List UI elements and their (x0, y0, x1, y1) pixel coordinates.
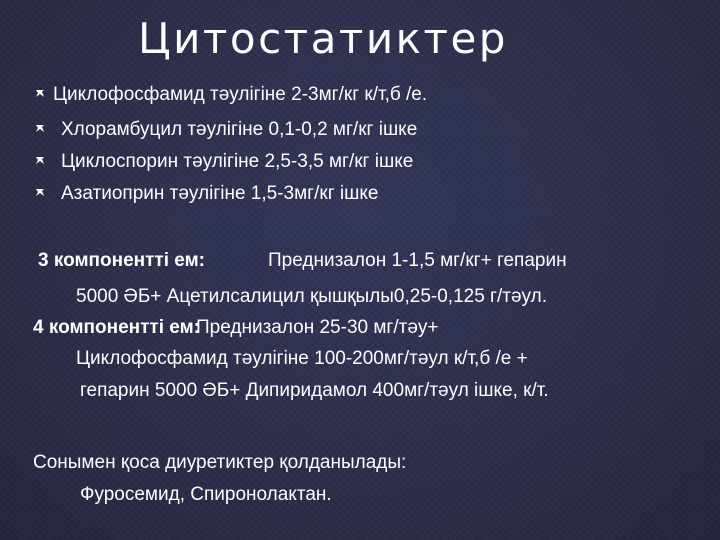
three-component-label: 3 компонентті ем: (38, 250, 205, 271)
four-component-line3: гепарин 5000 ӘБ+ Дипиридамол 400мг/тәул ішке, к/т. (80, 380, 549, 401)
bullet-icon (35, 155, 46, 166)
bullet-icon (35, 88, 46, 99)
bullet-text: Азатиоприн тәулігіне 1,5-3мг/кг ішке (61, 183, 379, 204)
slide-title: Цитостатиктер (138, 14, 508, 63)
diuretics-line2: Фуросемид, Спиронолактан. (80, 484, 332, 505)
four-component-line1: Преднизалон 25-30 мг/тәу+ (196, 317, 439, 338)
bullet-icon (35, 123, 46, 134)
diuretics-line1: Сонымен қоса диуретиктер қолданылады: (33, 452, 407, 473)
three-component-line1: Преднизалон 1-1,5 мг/кг+ гепарин (268, 250, 567, 271)
three-component-line2: 5000 ӘБ+ Ацетилсалицил қышқылы0,25-0,125 г/тәул. (76, 286, 547, 307)
four-component-label: 4 компонентті ем: (33, 317, 200, 338)
bullet-icon (35, 187, 46, 198)
bullet-text: Циклоспорин тәулігіне 2,5-3,5 мг/кг ішке (61, 151, 414, 172)
bullet-text: Циклофосфамид тәулігіне 2-3мг/кг к/т,б /е. (53, 84, 428, 105)
bullet-text: Хлорамбуцил тәулігіне 0,1-0,2 мг/кг ішке (61, 119, 418, 140)
four-component-line2: Циклофосфамид тәулігіне 100-200мг/тәул к/т,б /е + (76, 348, 528, 369)
